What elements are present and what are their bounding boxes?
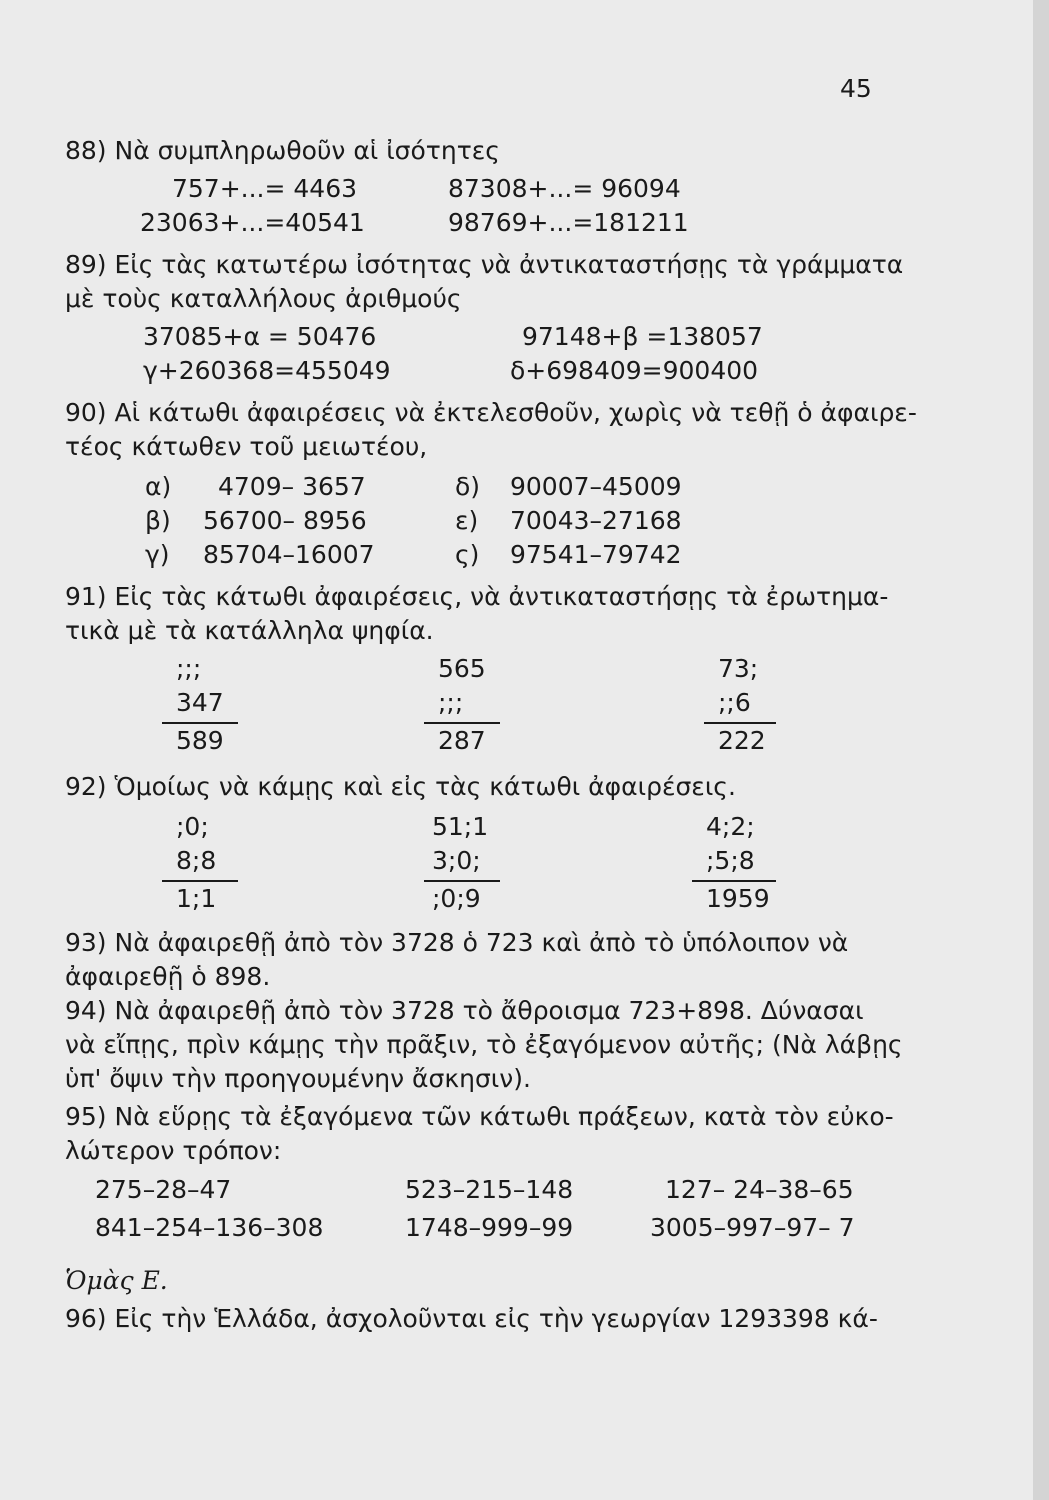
exercise-90-label: δ): [455, 472, 481, 501]
exercise-94-text: 94) Νὰ ἀφαιρεθῇ ἀπὸ τὸν 3728 τὸ ἄθροισμα 723+898. Δύνασαι: [65, 996, 864, 1025]
exercise-89-item: 37085+α = 50476: [143, 322, 377, 351]
subtraction-minuend: 51;1: [432, 812, 489, 841]
exercise-95-text: 95) Νὰ εὕρῃς τὰ ἐξαγόμενα τῶν κάτωθι πράξεων, κατὰ τὸν εὐκο-: [65, 1102, 894, 1131]
exercise-93-text: 93) Νὰ ἀφαιρεθῇ ἀπὸ τὸν 3728 ὁ 723 καὶ ἀπὸ τὸ ὑπόλοιπον νὰ: [65, 928, 849, 957]
exercise-90-text: τέος κάτωθεν τοῦ μειωτέου,: [65, 432, 428, 461]
exercise-90-text: 90) Αἱ κάτωθι ἀφαιρέσεις νὰ ἐκτελεσθοῦν, χωρὶς νὰ τεθῇ ὁ ἀφαιρε-: [65, 398, 917, 427]
exercise-89-text: μὲ τοὺς καταλλήλους ἀριθμούς: [65, 284, 462, 313]
subtraction-difference: 287: [438, 726, 486, 755]
exercise-90-expr: 70043–27168: [510, 506, 682, 535]
exercise-90-label: α): [145, 472, 172, 501]
subtraction-subtrahend: ;;;: [438, 688, 464, 717]
exercise-92-text: 92) Ὁμοίως νὰ κάμῃς καὶ εἰς τὰς κάτωθι ἀφαιρέσεις.: [65, 772, 736, 801]
exercise-89-item: δ+698409=900400: [510, 356, 759, 385]
exercise-95-item: 127– 24–38–65: [665, 1175, 854, 1204]
exercise-90-expr: 90007–45009: [510, 472, 682, 501]
exercise-89-text: 89) Εἰς τὰς κατωτέρω ἰσότητας νὰ ἀντικαταστήσῃς τὰ γράμματα: [65, 250, 904, 279]
subtraction-difference: ;0;9: [432, 884, 481, 913]
subtraction-minuend: 4;2;: [706, 812, 755, 841]
group-heading: Ὁμὰς Ε.: [65, 1266, 168, 1295]
subtraction-subtrahend: 3;0;: [432, 846, 481, 875]
exercise-96-text: 96) Εἰς τὴν Ἑλλάδα, ἀσχολοῦνται εἰς τὴν γεωργίαν 1293398 κά-: [65, 1304, 878, 1333]
subtraction-rule: [162, 880, 238, 882]
exercise-95-item: 275–28–47: [95, 1175, 232, 1204]
subtraction-subtrahend: ;;6: [718, 688, 751, 717]
subtraction-subtrahend: 8;8: [176, 846, 217, 875]
subtraction-subtrahend: 347: [176, 688, 224, 717]
exercise-88-item: 23063+...=40541: [140, 208, 365, 237]
exercise-90-label: β): [145, 506, 171, 535]
exercise-95-item: 1748–999–99: [405, 1213, 574, 1242]
exercise-95-item: 523–215–148: [405, 1175, 574, 1204]
subtraction-minuend: 565: [438, 654, 486, 683]
exercise-90-expr: 4709– 3657: [218, 472, 366, 501]
exercise-89-item: γ+260368=455049: [143, 356, 391, 385]
exercise-95-item: 841–254–136–308: [95, 1213, 324, 1242]
subtraction-difference: 222: [718, 726, 766, 755]
exercise-89-item: 97148+β =138057: [522, 322, 763, 351]
subtraction-rule: [424, 722, 500, 724]
subtraction-subtrahend: ;5;8: [706, 846, 755, 875]
exercise-95-text: λώτερον τρόπον:: [65, 1136, 282, 1165]
exercise-88-item: 757+...= 4463: [172, 174, 358, 203]
page-edge-shadow: [1033, 0, 1049, 1500]
subtraction-difference: 1;1: [176, 884, 217, 913]
subtraction-rule: [692, 880, 776, 882]
exercise-90-label: γ): [145, 540, 170, 569]
exercise-91-text: 91) Εἰς τὰς κάτωθι ἀφαιρέσεις, νὰ ἀντικαταστήσῃς τὰ ἐρωτημα-: [65, 582, 889, 611]
exercise-88-item: 98769+...=181211: [448, 208, 689, 237]
subtraction-rule: [162, 722, 238, 724]
subtraction-difference: 1959: [706, 884, 770, 913]
exercise-88-text: 88) Νὰ συμπληρωθοῦν αἱ ἰσότητες: [65, 136, 500, 165]
exercise-90-label: ς): [455, 540, 480, 569]
page-number: 45: [840, 74, 872, 103]
subtraction-minuend: ;;;: [176, 654, 202, 683]
subtraction-difference: 589: [176, 726, 224, 755]
subtraction-rule: [704, 722, 776, 724]
exercise-90-expr: 97541–79742: [510, 540, 682, 569]
subtraction-minuend: ;0;: [176, 812, 209, 841]
subtraction-minuend: 73;: [718, 654, 759, 683]
exercise-88-item: 87308+...= 96094: [448, 174, 681, 203]
exercise-91-text: τικὰ μὲ τὰ κατάλληλα ψηφία.: [65, 616, 434, 645]
subtraction-rule: [424, 880, 500, 882]
exercise-90-expr: 56700– 8956: [203, 506, 367, 535]
exercise-94-text: ὑπ' ὄψιν τὴν προηγουμένην ἄσκησιν).: [65, 1064, 531, 1093]
exercise-90-expr: 85704–16007: [203, 540, 375, 569]
exercise-93-text: ἀφαιρεθῇ ὁ 898.: [65, 962, 271, 991]
exercise-94-text: νὰ εἴπῃς, πρὶν κάμῃς τὴν πρᾶξιν, τὸ ἐξαγόμενον αὐτῆς; (Νὰ λάβῃς: [65, 1030, 903, 1059]
exercise-95-item: 3005–997–97– 7: [650, 1213, 855, 1242]
exercise-90-label: ε): [455, 506, 479, 535]
